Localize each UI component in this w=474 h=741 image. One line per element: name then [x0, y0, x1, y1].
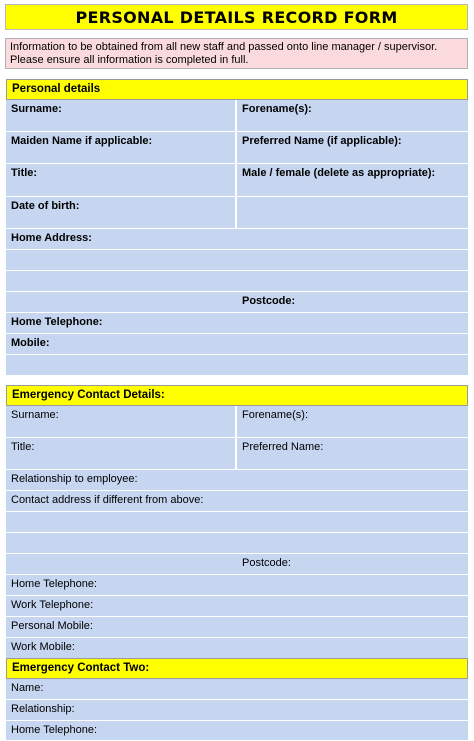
- row-ec-personal-mobile: [6, 617, 468, 638]
- ec2-home-telephone-label: Home Telephone:: [11, 724, 98, 736]
- dob-label: Date of birth:: [11, 200, 80, 212]
- row-ec-work-telephone: [6, 596, 468, 617]
- emergency-contact-two-section: [6, 658, 468, 741]
- postcode-field[interactable]: [6, 292, 468, 312]
- gender-field[interactable]: [237, 164, 468, 196]
- row-mobile: [6, 334, 468, 355]
- mobile-label: Mobile:: [11, 337, 50, 349]
- home-telephone-field[interactable]: [6, 313, 468, 333]
- ec-forename-label: Forename(s):: [242, 409, 309, 421]
- row-title-gender: [6, 164, 468, 197]
- emergency-contact-two-header-label: Emergency Contact Two:: [12, 662, 150, 674]
- ec-contact-address-label: Contact address if different from above:: [11, 494, 204, 506]
- emergency-contact-two-header: [6, 658, 468, 679]
- ec-personal-mobile-field[interactable]: [6, 617, 468, 637]
- ec-postcode-field[interactable]: [6, 554, 468, 574]
- row-maiden-preferred: [6, 132, 468, 164]
- ec-home-telephone-field[interactable]: [6, 575, 468, 595]
- title-field[interactable]: [6, 164, 237, 196]
- row-ec2-name: [6, 679, 468, 700]
- mobile-extra-line[interactable]: [6, 355, 468, 376]
- ec-work-telephone-field[interactable]: [6, 596, 468, 616]
- postcode-label: Postcode:: [242, 295, 296, 307]
- row-home-address: [6, 229, 468, 250]
- personal-details-header-label: Personal details: [12, 83, 101, 95]
- ec-preferred-field[interactable]: [237, 438, 468, 469]
- ec2-name-field[interactable]: [6, 679, 468, 699]
- row-dob: [6, 197, 468, 229]
- ec2-relationship-label: Relationship:: [11, 703, 75, 715]
- ec-work-mobile-label: Work Mobile:: [11, 641, 75, 653]
- ec-preferred-label: Preferred Name:: [242, 441, 324, 453]
- dob-field[interactable]: [6, 197, 237, 228]
- ec-work-mobile-field[interactable]: [6, 638, 468, 658]
- row-ec-work-mobile: [6, 638, 468, 659]
- forename-label: Forename(s):: [242, 103, 312, 115]
- row-home-telephone: [6, 313, 468, 334]
- row-postcode: [6, 292, 468, 313]
- preferred-name-field[interactable]: [237, 132, 468, 163]
- home-address-field[interactable]: [6, 229, 468, 249]
- ec-home-telephone-label: Home Telephone:: [11, 578, 98, 590]
- ec-surname-field[interactable]: [6, 406, 237, 437]
- ec-forename-field[interactable]: [237, 406, 468, 437]
- gender-label: Male / female (delete as appropriate):: [242, 167, 436, 179]
- ec-address-line-2[interactable]: [6, 533, 468, 554]
- ec-title-label: Title:: [11, 441, 35, 453]
- surname-label: Surname:: [11, 103, 62, 115]
- ec-personal-mobile-label: Personal Mobile:: [11, 620, 93, 632]
- row-ec-title-preferred: [6, 438, 468, 470]
- row-ec-postcode: [6, 554, 468, 575]
- ec-work-telephone-label: Work Telephone:: [11, 599, 94, 611]
- surname-field[interactable]: [6, 100, 237, 131]
- ec-relationship-label: Relationship to employee:: [11, 473, 138, 485]
- row-ec-contact-address: [6, 491, 468, 512]
- forename-field[interactable]: [237, 100, 468, 131]
- ec2-relationship-field[interactable]: [6, 700, 468, 720]
- address-line-2[interactable]: [6, 271, 468, 292]
- ec-relationship-field[interactable]: [6, 470, 468, 490]
- row-surname-forename: [6, 100, 468, 132]
- intro-note: [5, 38, 468, 69]
- ec-postcode-label: Postcode:: [242, 557, 291, 569]
- emergency-contact-header: [6, 385, 468, 406]
- home-telephone-label: Home Telephone:: [11, 316, 103, 328]
- home-address-label: Home Address:: [11, 232, 92, 244]
- emergency-contact-header-label: Emergency Contact Details:: [12, 389, 165, 401]
- ec-surname-label: Surname:: [11, 409, 59, 421]
- dob-spare-field[interactable]: [237, 197, 468, 228]
- address-line-1[interactable]: [6, 250, 468, 271]
- maiden-name-label: Maiden Name if applicable:: [11, 135, 153, 147]
- personal-details-header: [6, 79, 468, 100]
- ec-title-field[interactable]: [6, 438, 237, 469]
- ec-contact-address-field[interactable]: [6, 491, 468, 511]
- row-ec-surname-forename: [6, 406, 468, 438]
- ec2-name-label: Name:: [11, 682, 44, 694]
- title-label: Title:: [11, 167, 38, 179]
- ec2-home-telephone-field[interactable]: [6, 721, 468, 740]
- form-title: PERSONAL DETAILS RECORD FORM: [5, 4, 468, 30]
- intro-line-1: Information to be obtained from all new staff and passed onto line manager / supervisor.: [10, 41, 438, 53]
- row-ec2-home-telephone: [6, 721, 468, 741]
- ec-address-line-1[interactable]: [6, 512, 468, 533]
- preferred-name-label: Preferred Name (if applicable):: [242, 135, 402, 147]
- personal-details-section: [6, 79, 468, 376]
- row-ec-relationship: [6, 470, 468, 491]
- emergency-contact-section: [6, 385, 468, 659]
- maiden-name-field[interactable]: [6, 132, 237, 163]
- intro-line-2: Please ensure all information is completed in full.: [10, 54, 249, 66]
- row-ec2-relationship: [6, 700, 468, 721]
- row-ec-home-telephone: [6, 575, 468, 596]
- mobile-field[interactable]: [6, 334, 468, 354]
